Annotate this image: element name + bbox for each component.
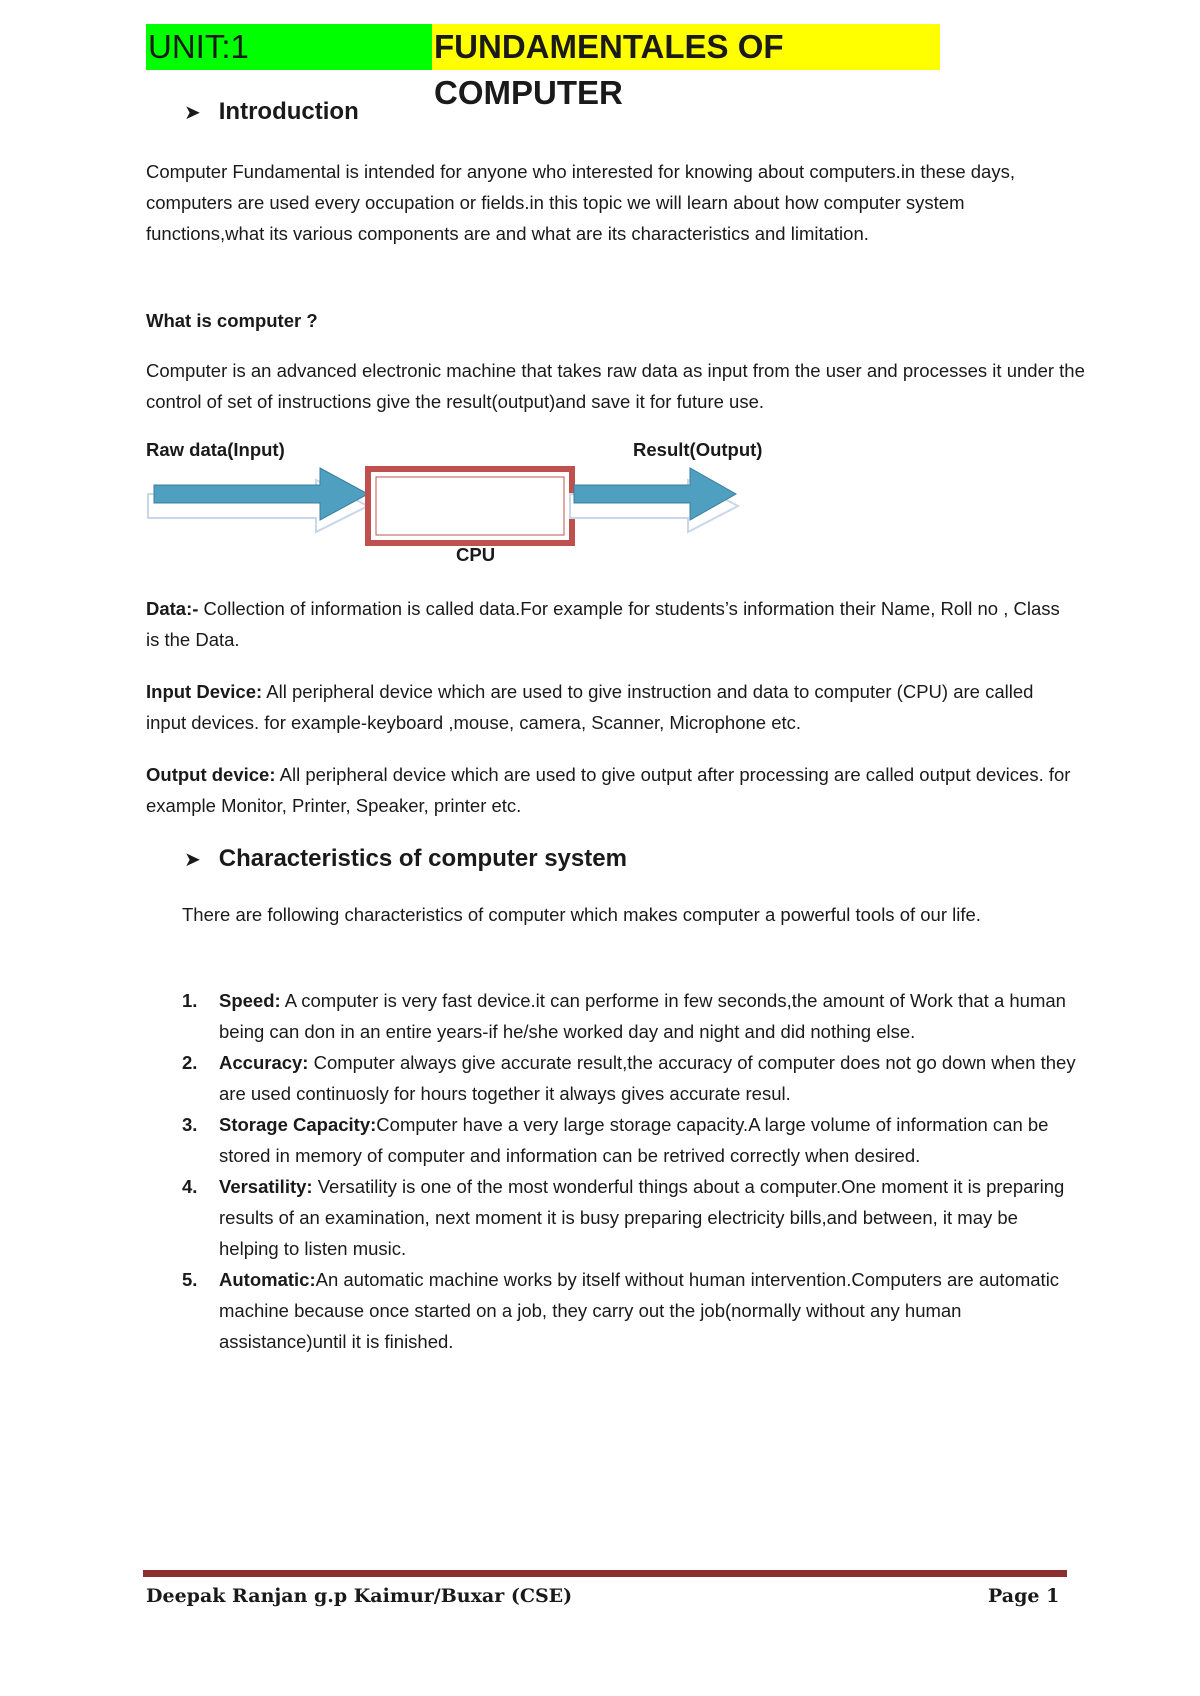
output-arrow-icon <box>570 468 738 532</box>
input-device-definition <box>146 676 1076 738</box>
list-item-number: 2. <box>182 1052 198 1073</box>
introduction-paragraph: Computer Fundamental is intended for anyone who interested for knowing about computers.in these days, computers are used every occupation or fields.in this topic we will learn about how computer system functions,what its various components are and what are its characteristics and limitation. <box>146 161 1015 244</box>
list-item-text: A computer is very fast device.it can performe in few seconds,the amount of Work that a human being can don in an entire years-if he/she worked day and night and did nothing else. <box>219 990 1066 1042</box>
list-item <box>182 1171 1082 1264</box>
footer-divider <box>143 1570 1067 1577</box>
list-item <box>182 1047 1082 1109</box>
unit-label: UNIT:1 <box>146 24 432 70</box>
data-text: Collection of information is called data.For example for students’s information their Name, Roll no , Class is the Data. <box>146 598 1060 650</box>
list-item-term: Versatility: <box>219 1176 313 1197</box>
characteristics-intro: There are following characteristics of computer which makes computer a powerful tools of our life. <box>182 904 981 925</box>
output-device-definition <box>146 759 1076 821</box>
data-definition <box>146 593 1076 655</box>
list-item-text: Versatility is one of the most wonderful things about a computer.One moment it is preparing results of an examination, next moment it is busy preparing electricity bills,and between, it may be helping to listen music. <box>219 1176 1065 1259</box>
list-item-text: Computer have a very large storage capacity.A large volume of information can be stored in memory of computer and information can be retrived correctly when desired. <box>219 1114 1049 1166</box>
result-output-label: Result(Output) <box>633 439 763 460</box>
what-is-computer-heading-text: What is computer ? <box>146 310 318 331</box>
characteristics-heading <box>184 845 627 873</box>
list-item-term: Automatic: <box>219 1269 316 1290</box>
data-term: Data:- <box>146 598 199 619</box>
list-item-term: Accuracy: <box>219 1052 309 1073</box>
unit-title: FUNDAMENTALES OF COMPUTER <box>432 24 940 70</box>
list-item-number: 5. <box>182 1269 198 1290</box>
unit-header <box>146 24 940 111</box>
introduction-heading <box>184 98 359 126</box>
characteristics-heading-text: Characteristics of computer system <box>218 845 627 872</box>
list-item <box>182 1264 1082 1357</box>
footer-author: Deepak Ranjan g.p Kaimur/Buxar (CSE) <box>146 1585 573 1607</box>
list-item-number: 1. <box>182 990 198 1011</box>
input-device-text: All peripheral device which are used to give instruction and data to computer (CPU) are called input devices. for example-keyboard ,mouse, camera, Scanner, Microphone etc. <box>146 681 1034 733</box>
arrow-bullet-icon: ➤ <box>184 101 201 124</box>
what-is-computer-heading <box>146 305 318 336</box>
list-item-term: Speed: <box>219 990 281 1011</box>
page-number: Page 1 <box>988 1585 1060 1607</box>
output-device-term: Output device: <box>146 764 276 785</box>
list-item-number: 3. <box>182 1114 198 1135</box>
list-item-term: Storage Capacity: <box>219 1114 377 1135</box>
input-arrow-icon <box>148 468 368 532</box>
input-device-term: Input Device: <box>146 681 263 702</box>
raw-data-input-label: Raw data(Input) <box>146 439 285 460</box>
list-item <box>182 985 1082 1047</box>
list-item <box>182 1109 1082 1171</box>
output-device-text: All peripheral device which are used to give output after processing are called output devices. for example Monitor, Printer, Speaker, printer etc. <box>146 764 1071 816</box>
list-item-number: 4. <box>182 1176 198 1197</box>
introduction-heading-text: Introduction <box>218 98 359 125</box>
computer-definition-paragraph: Computer is an advanced electronic machine that takes raw data as input from the user and processes it under the control of set of instructions give the result(output)and save it for future use. <box>146 360 1085 412</box>
list-item-text: Computer always give accurate result,the accuracy of computer does not go down when they are used continuosly for hours together it always gives accurate resul. <box>219 1052 1076 1104</box>
cpu-box <box>368 469 572 543</box>
arrow-bullet-icon: ➤ <box>184 848 201 871</box>
list-item-text: An automatic machine works by itself without human intervention.Computers are automatic machine because once started on a job, they carry out the job(normally without any human assistance)until it is finished. <box>219 1269 1060 1352</box>
cpu-label: CPU <box>456 544 496 565</box>
characteristics-list <box>182 985 1082 1357</box>
